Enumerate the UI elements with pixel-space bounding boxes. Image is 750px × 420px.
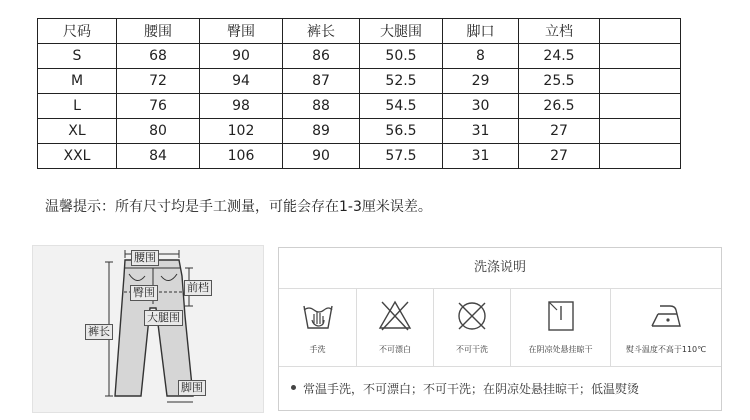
header-cell: 尺码 <box>38 19 117 44</box>
table-cell: 50.5 <box>360 44 443 69</box>
table-cell: 26.5 <box>519 94 600 119</box>
table-row <box>38 94 681 119</box>
table-cell: 90 <box>283 144 360 169</box>
table-cell: 102 <box>200 119 283 144</box>
care-label: 手洗 <box>309 345 326 354</box>
front-rise-label: 前档 <box>184 280 212 296</box>
header-cell: 腰围 <box>117 19 200 44</box>
care-summary: 常温手洗，不可漂白；不可干洗；在阴凉处悬挂晾干；低温熨烫 <box>303 382 640 396</box>
hip-label: 臀围 <box>130 285 158 301</box>
table-cell <box>600 119 681 144</box>
table-row <box>38 144 681 169</box>
table-cell: 84 <box>117 144 200 169</box>
line-dry-shade-icon <box>543 298 579 334</box>
table-cell: 106 <box>200 144 283 169</box>
table-cell: 30 <box>443 94 519 119</box>
header-cell: 立档 <box>519 19 600 44</box>
table-cell: 27 <box>519 119 600 144</box>
table-cell: 89 <box>283 119 360 144</box>
table-cell: XXL <box>38 144 117 169</box>
care-title: 洗涤说明 <box>279 248 721 289</box>
header-cell: 裤长 <box>283 19 360 44</box>
bullet-icon <box>291 385 296 390</box>
iron-low-temp-icon <box>646 298 686 334</box>
no-bleach-icon <box>377 298 413 334</box>
table-cell: M <box>38 69 117 94</box>
measurement-note: 温馨提示：所有尺寸均是手工测量，可能会存在1-3厘米误差。 <box>45 199 432 215</box>
length-label: 裤长 <box>85 324 113 340</box>
no-dry-clean-icon <box>454 298 490 334</box>
hem-label: 脚围 <box>178 380 206 396</box>
pants-outline-icon <box>33 246 263 412</box>
table-cell: 90 <box>200 44 283 69</box>
table-cell <box>600 69 681 94</box>
table-cell: 25.5 <box>519 69 600 94</box>
table-cell: 76 <box>117 94 200 119</box>
table-cell <box>600 44 681 69</box>
care-item-no-bleach <box>357 288 434 366</box>
waist-label: 腰围 <box>131 250 159 266</box>
table-cell: 8 <box>443 44 519 69</box>
table-cell: 54.5 <box>360 94 443 119</box>
care-label: 在阴凉处悬挂晾干 <box>528 345 593 354</box>
size-table <box>37 18 681 169</box>
table-cell: 88 <box>283 94 360 119</box>
table-cell <box>600 144 681 169</box>
care-item-line-dry-shade <box>511 288 611 366</box>
table-cell: 24.5 <box>519 44 600 69</box>
table-cell: 27 <box>519 144 600 169</box>
table-cell: 98 <box>200 94 283 119</box>
table-cell <box>600 94 681 119</box>
table-cell: S <box>38 44 117 69</box>
care-label: 不可漂白 <box>379 345 411 354</box>
table-cell: 56.5 <box>360 119 443 144</box>
table-cell: 87 <box>283 69 360 94</box>
thigh-label: 大腿围 <box>144 310 183 326</box>
care-instructions-panel <box>278 247 722 411</box>
care-label: 熨斗温度不高于110℃ <box>625 345 707 354</box>
table-cell: 57.5 <box>360 144 443 169</box>
pants-measurement-diagram <box>32 245 264 413</box>
care-label: 不可干洗 <box>456 345 488 354</box>
table-cell: 29 <box>443 69 519 94</box>
table-cell: 80 <box>117 119 200 144</box>
table-row <box>38 119 681 144</box>
table-cell: 94 <box>200 69 283 94</box>
table-cell: XL <box>38 119 117 144</box>
care-item-iron-low-temp <box>611 288 721 366</box>
table-cell: 52.5 <box>360 69 443 94</box>
table-header-row <box>38 19 681 44</box>
table-cell: 72 <box>117 69 200 94</box>
hand-wash-icon <box>300 298 336 334</box>
table-row <box>38 44 681 69</box>
table-cell: 86 <box>283 44 360 69</box>
header-cell <box>600 19 681 44</box>
header-cell: 脚口 <box>443 19 519 44</box>
table-cell: 68 <box>117 44 200 69</box>
table-cell: L <box>38 94 117 119</box>
care-footer <box>279 366 721 411</box>
header-cell: 臀围 <box>200 19 283 44</box>
table-cell: 31 <box>443 144 519 169</box>
table-cell: 31 <box>443 119 519 144</box>
header-cell: 大腿围 <box>360 19 443 44</box>
table-row <box>38 69 681 94</box>
care-item-hand-wash <box>279 288 357 366</box>
care-item-no-dry-clean <box>434 288 511 366</box>
